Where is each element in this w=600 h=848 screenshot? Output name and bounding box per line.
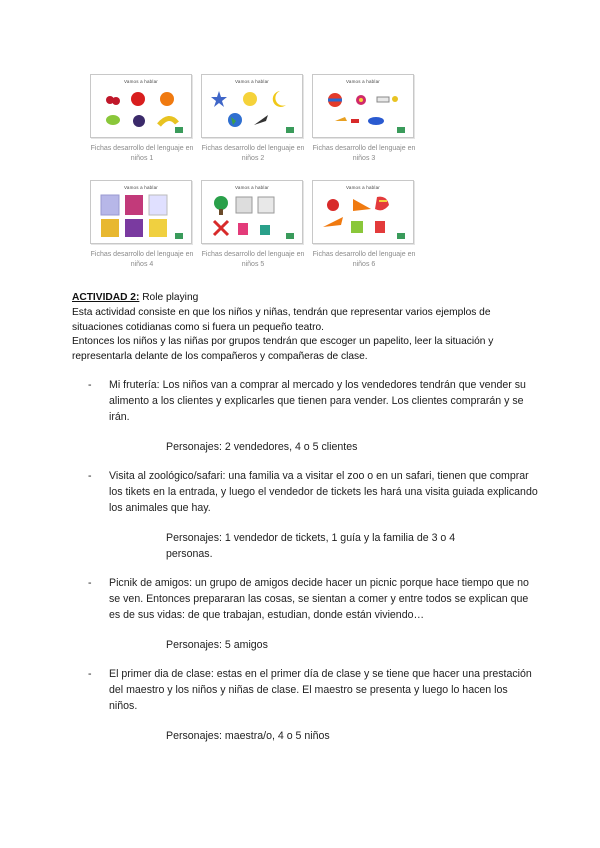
fruits-icon bbox=[91, 75, 191, 137]
list-dash: - bbox=[88, 668, 92, 680]
situation-roles: Personajes: 5 amigos bbox=[166, 639, 268, 651]
activity-heading bbox=[72, 291, 527, 306]
thumbnail-caption: Fichas desarrollo del lenguaje en niños 1 bbox=[90, 145, 194, 162]
garden-objects-icon bbox=[202, 181, 302, 243]
vegetables-icon bbox=[313, 181, 413, 243]
thumbnail-header: Vamos a hablar bbox=[124, 79, 158, 84]
thumbnail-card[interactable] bbox=[90, 74, 194, 164]
thumbnail-header: Vamos a hablar bbox=[346, 185, 380, 190]
activity-description bbox=[72, 291, 527, 365]
toys-icon bbox=[313, 75, 413, 137]
thumbnail-card[interactable] bbox=[312, 180, 416, 270]
thumbnail-card[interactable] bbox=[201, 74, 305, 164]
thumbnail-image[interactable] bbox=[312, 74, 414, 138]
situation-text: El primer dia de clase: estas en el primer día de clase y se tiene que hacer una prestación del maestro y los niños y niñas de clase. El maestro se presenta y luego lo hacen los niños. bbox=[109, 668, 532, 712]
thumbnail-header: Vamos a hablar bbox=[346, 79, 380, 84]
activity-label: ACTIVIDAD 2: bbox=[72, 292, 140, 303]
list-dash: - bbox=[88, 577, 92, 589]
list-dash: - bbox=[88, 379, 92, 391]
thumbnail-caption: Fichas desarrollo del lenguaje en niños 6 bbox=[312, 251, 416, 268]
thumbnail-image[interactable] bbox=[201, 180, 303, 244]
thumbnail-caption: Fichas desarrollo del lenguaje en niños 3 bbox=[312, 145, 416, 162]
thumbnail-image[interactable] bbox=[312, 180, 414, 244]
situation-text: Picnik de amigos: un grupo de amigos decide hacer un picnic porque hace tiempo que no se ven. Entonces prepararan las cosas, se sientan a comer y entre todos se explican que es de sus vidas: de que trabajan, estudian, donde están viviendo… bbox=[109, 577, 529, 621]
thumbnail-caption: Fichas desarrollo del lenguaje en niños 5 bbox=[201, 251, 305, 268]
thumbnail-image[interactable] bbox=[90, 74, 192, 138]
thumbnail-header: Vamos a hablar bbox=[235, 79, 269, 84]
situation-roles: Personajes: maestra/o, 4 o 5 niños bbox=[166, 730, 330, 742]
thumbnail-caption: Fichas desarrollo del lenguaje en niños 4 bbox=[90, 251, 194, 268]
thumbnail-header: Vamos a hablar bbox=[235, 185, 269, 190]
activity-title: Role playing bbox=[142, 292, 199, 303]
situation-roles: Personajes: 2 vendedores, 4 o 5 clientes bbox=[166, 441, 358, 453]
thumbnail-card[interactable] bbox=[90, 180, 194, 270]
list-item bbox=[88, 666, 538, 744]
sky-objects-icon bbox=[202, 75, 302, 137]
list-item bbox=[88, 575, 538, 653]
activity-paragraph: Entonces los niños y las niñas por grupos tendrán que escoger un papelito, leer la situación y representarla delante de los compañeros y compañeras de clase. bbox=[72, 336, 494, 363]
house-objects-icon bbox=[91, 181, 191, 243]
list-item bbox=[88, 468, 538, 562]
situation-text: Mi frutería: Los niños van a comprar al mercado y los vendedores tendrán que vender su alimento a los clientes y explicarles que tienen para vender. Los clientes comprarán y se irán. bbox=[109, 379, 526, 423]
thumbnail-card[interactable] bbox=[312, 74, 416, 164]
thumbnail-card[interactable] bbox=[201, 180, 305, 270]
situation-roles: Personajes: 1 vendedor de tickets, 1 guía y la familia de 3 o 4 personas. bbox=[166, 532, 456, 560]
thumbnail-header: Vamos a hablar bbox=[124, 185, 158, 190]
activity-paragraph: Esta actividad consiste en que los niños y niñas, tendrán que representar varios ejemplos de situaciones cotidianas como si fuera un pequeño teatro. bbox=[72, 306, 491, 333]
thumbnail-image[interactable] bbox=[201, 74, 303, 138]
situation-text: Visita al zoológico/safari: una familia va a visitar el zoo o en un safari, tienen que comprar los tikets en la entrada, y luego el vendedor de tickets les hará una visita guiada explicando los animales que hay. bbox=[109, 470, 538, 514]
situations-list bbox=[88, 377, 538, 744]
list-item bbox=[88, 377, 538, 455]
thumbnail-image[interactable] bbox=[90, 180, 192, 244]
thumbnail-caption: Fichas desarrollo del lenguaje en niños 2 bbox=[201, 145, 305, 162]
list-dash: - bbox=[88, 470, 92, 482]
